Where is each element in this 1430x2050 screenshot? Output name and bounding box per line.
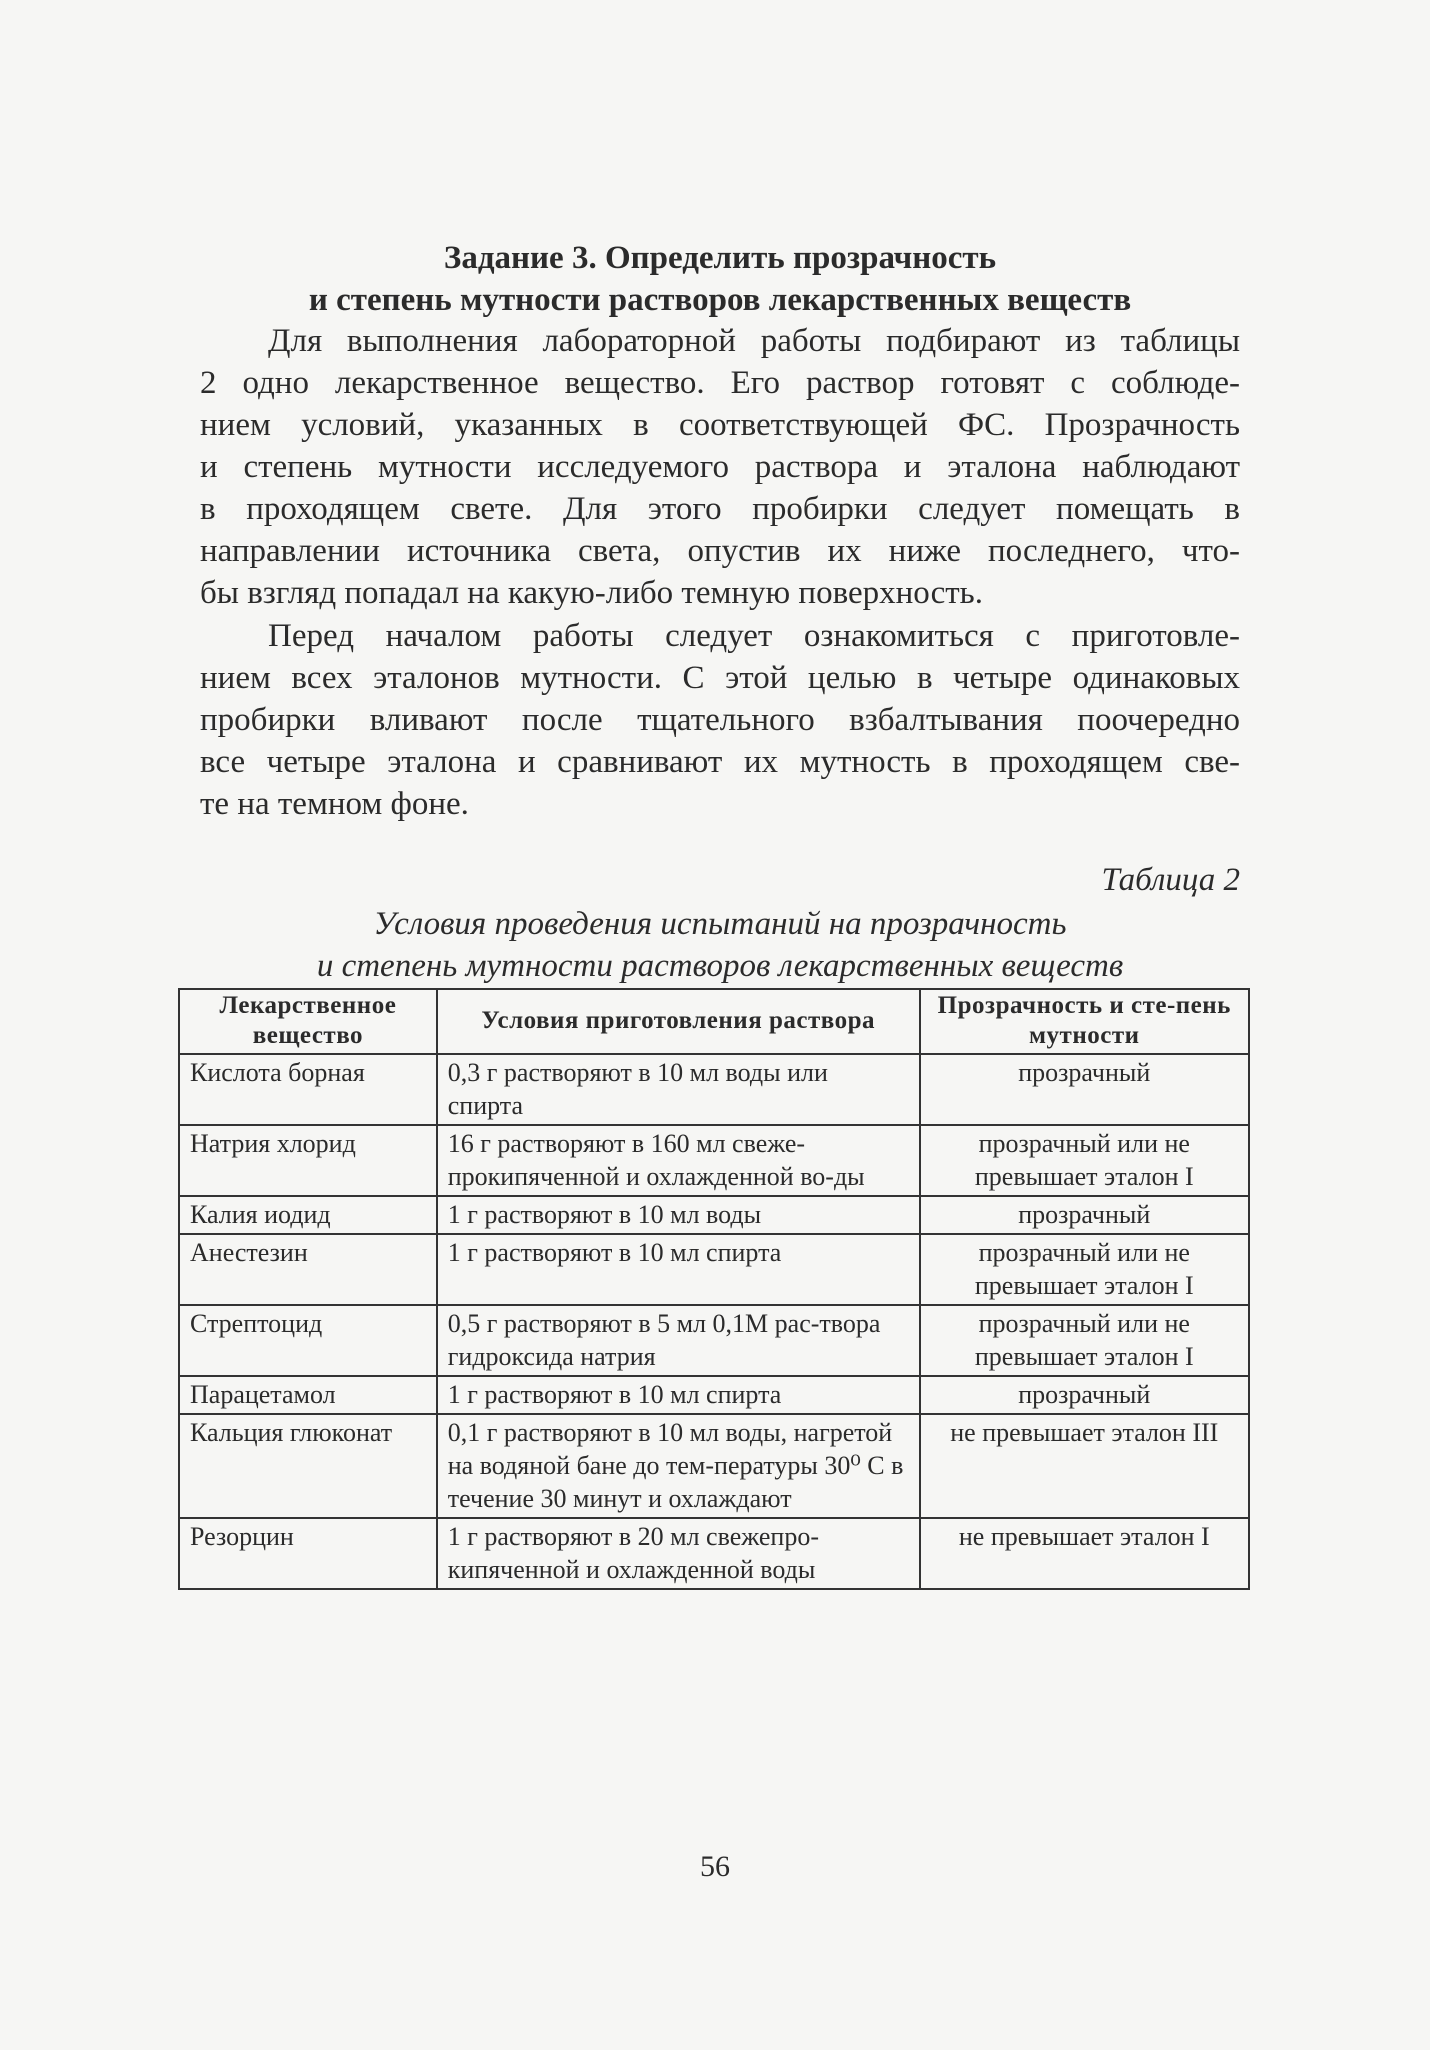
- cell-substance: Анестезин: [179, 1234, 437, 1305]
- cell-result: прозрачный или не превышает эталон I: [920, 1305, 1249, 1376]
- paragraph-1-line: Для выполнения лабораторной работы подбирают из таблицы: [268, 323, 1240, 359]
- table-row: [179, 1305, 1249, 1376]
- paragraph-2-line: все четыре эталона и сравнивают их мутность в проходящем све-: [200, 744, 1240, 780]
- cell-conditions: 1 г растворяют в 10 мл спирта: [437, 1376, 920, 1414]
- cell-conditions: 0,3 г растворяют в 10 мл воды или спирта: [437, 1054, 920, 1125]
- table-row: [179, 1414, 1249, 1518]
- table-caption-line1: Условия проведения испытаний на прозрачность: [373, 906, 1067, 942]
- task-heading-line2: и степень мутности растворов лекарственных веществ: [308, 282, 1132, 318]
- paragraph-2: [200, 615, 1240, 825]
- paragraph-1-line: направлении источника света, опустив их ниже последнего, что-: [200, 533, 1240, 569]
- paragraph-1-line: 2 одно лекарственное вещество. Его раствор готовят с соблюде-: [200, 365, 1240, 401]
- table-row: [179, 1125, 1249, 1196]
- paragraph-2-line: пробирки вливают после тщательного взбалтывания поочередно: [200, 702, 1240, 738]
- paragraph-1-line: бы взгляд попадал на какую-либо темную поверхность.: [200, 575, 983, 611]
- paragraph-1-line: и степень мутности исследуемого раствора и эталона наблюдают: [200, 449, 1240, 485]
- cell-substance: Кислота борная: [179, 1054, 437, 1125]
- paragraph-2-line: Перед началом работы следует ознакомиться с приготовле-: [268, 618, 1240, 654]
- table-row: [179, 1054, 1249, 1125]
- cell-conditions: 0,5 г растворяют в 5 мл 0,1М рас-твора гидроксида натрия: [437, 1305, 920, 1376]
- cell-conditions: 1 г растворяют в 20 мл свежепро-кипяченной и охлажденной воды: [437, 1518, 920, 1589]
- cell-conditions: 1 г растворяют в 10 мл спирта: [437, 1234, 920, 1305]
- cell-conditions: 0,1 г растворяют в 10 мл воды, нагретой на водяной бане до тем-пературы 30⁰ С в течение 30 минут и охлаждают: [437, 1414, 920, 1518]
- cell-result: прозрачный или не превышает эталон I: [920, 1125, 1249, 1196]
- cell-substance: Парацетамол: [179, 1376, 437, 1414]
- substances-table: [178, 988, 1250, 1590]
- paragraph-2-line: нием всех эталонов мутности. С этой целью в четыре одинаковых: [200, 660, 1240, 696]
- cell-conditions: 1 г растворяют в 10 мл воды: [437, 1196, 920, 1234]
- paragraph-1: [200, 320, 1240, 614]
- table-row: [179, 1376, 1249, 1414]
- cell-conditions: 16 г растворяют в 160 мл свеже-прокипяченной и охлажденной во-ды: [437, 1125, 920, 1196]
- paragraph-1-line: нием условий, указанных в соответствующей ФС. Прозрачность: [200, 407, 1240, 443]
- cell-substance: Натрия хлорид: [179, 1125, 437, 1196]
- table-row: [179, 1518, 1249, 1589]
- table-label: Таблица 2: [1101, 862, 1240, 898]
- cell-result: не превышает эталон III: [920, 1414, 1249, 1518]
- cell-substance: Калия иодид: [179, 1196, 437, 1234]
- task-heading-line1: Задание 3. Определить прозрачность: [443, 240, 997, 276]
- header-result: Прозрачность и сте-пень мутности: [920, 989, 1249, 1054]
- header-conditions: Условия приготовления раствора: [437, 989, 920, 1054]
- cell-result: не превышает эталон I: [920, 1518, 1249, 1589]
- cell-substance: Резорцин: [179, 1518, 437, 1589]
- page-number: 56: [700, 1850, 730, 1883]
- cell-substance: Кальция глюконат: [179, 1414, 437, 1518]
- cell-result: прозрачный: [920, 1054, 1249, 1125]
- cell-result: прозрачный или не превышает эталон I: [920, 1234, 1249, 1305]
- paragraph-2-line: те на темном фоне.: [200, 786, 469, 822]
- table-row: [179, 1196, 1249, 1234]
- paragraph-1-line: в проходящем свете. Для этого пробирки следует помещать в: [200, 491, 1240, 527]
- header-substance: Лекарственное вещество: [179, 989, 437, 1054]
- table-header-row: [179, 989, 1249, 1054]
- cell-result: прозрачный: [920, 1196, 1249, 1234]
- table-row: [179, 1234, 1249, 1305]
- table-caption-line2: и степень мутности растворов лекарственных веществ: [316, 948, 1124, 984]
- cell-substance: Стрептоцид: [179, 1305, 437, 1376]
- cell-result: прозрачный: [920, 1376, 1249, 1414]
